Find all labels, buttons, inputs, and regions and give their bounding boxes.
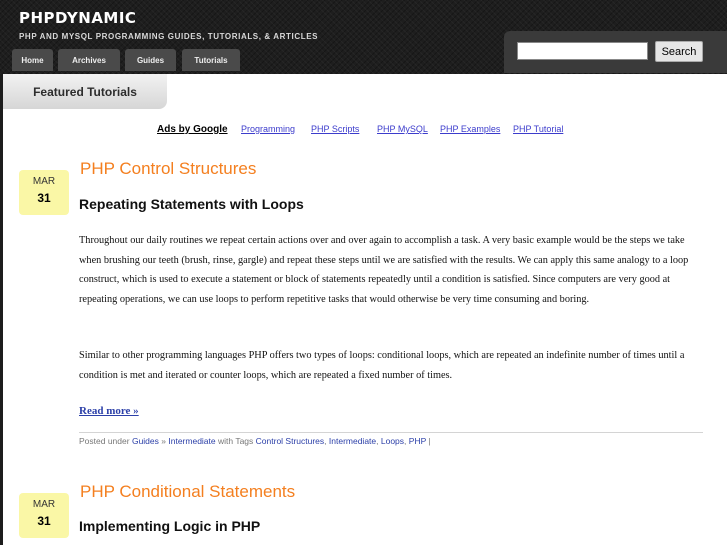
post-subtitle: Repeating Statements with Loops	[79, 196, 304, 212]
ad-link-php-mysql[interactable]: PHP MySQL	[377, 124, 428, 134]
featured-tutorials-tab[interactable]: Featured Tutorials	[3, 74, 167, 109]
ad-link-php-tutorial[interactable]: PHP Tutorial	[513, 124, 564, 134]
nav-item-tutorials[interactable]: Tutorials	[182, 49, 240, 71]
nav-item-guides[interactable]: Guides	[125, 49, 176, 71]
site-tagline: PHP AND MYSQL PROGRAMMING GUIDES, TUTORIALS, & ARTICLES	[19, 32, 319, 41]
meta-end-separator: |	[428, 436, 431, 446]
posted-under-label: Posted under	[79, 436, 130, 446]
site-title[interactable]: PHPDYNAMIC	[19, 9, 137, 27]
category-link-guides[interactable]: Guides	[131, 436, 159, 446]
tag-link-php[interactable]: PHP	[408, 436, 427, 446]
breadcrumb-separator: »	[161, 436, 166, 446]
date-month: MAR	[32, 176, 56, 187]
ad-link-programming[interactable]: Programming	[241, 124, 296, 134]
post-title[interactable]: PHP Control Structures	[80, 159, 257, 178]
tag-link-loops[interactable]: Loops	[380, 436, 405, 446]
date-day: 31	[37, 191, 51, 205]
tag-link-intermediate[interactable]: Intermediate	[328, 436, 377, 446]
ads-row	[0, 124, 727, 138]
date-day: 31	[37, 514, 51, 528]
site-header	[0, 0, 727, 74]
tag-link-control-structures[interactable]: Control Structures	[255, 436, 325, 446]
ad-link-php-scripts[interactable]: PHP Scripts	[311, 124, 360, 134]
post-subtitle: Implementing Logic in PHP	[79, 518, 261, 534]
date-badge	[19, 170, 69, 215]
content-area	[3, 74, 727, 545]
post-divider	[79, 432, 703, 433]
category-link-intermediate[interactable]: Intermediate	[168, 436, 216, 446]
post-title[interactable]: PHP Conditional Statements	[80, 482, 296, 501]
post-paragraph: Similar to other programming languages PHP offers two types of loops: conditional loops, which are repeated an indefinite number of times until a condition is met and iterated or counter loops, which are repeated a fixed number of times.	[79, 350, 685, 381]
read-more-link[interactable]: Read more »	[79, 405, 139, 417]
post-paragraph: Throughout our daily routines we repeat certain actions over and over again to accomplish a task. A very basic example would be the steps we take when brushing our teeth (brush, rinse, gargle) and repeat these steps until we are satisfied with the results. We can apply this same analogy to a loop construct, which is used to execute a statement or block of statements repeatedly until a condition is satisfied. Since computers are very good at repeating operations, we can use loops to perform repetitive tasks that would otherwise be very time consuming and boring.	[79, 235, 689, 305]
ads-by-google-label[interactable]: Ads by Google	[157, 124, 228, 135]
search-input[interactable]	[517, 42, 648, 60]
date-badge	[19, 493, 69, 538]
search-button[interactable]: Search	[655, 41, 703, 62]
ad-link-php-examples[interactable]: PHP Examples	[440, 124, 501, 134]
nav-item-archives[interactable]: Archives	[58, 49, 120, 71]
post-meta: Posted under Guides » Intermediate with Tags Control Structures, Intermediate, Loops, PHP |	[79, 436, 431, 446]
nav-item-home[interactable]: Home	[12, 49, 53, 71]
search-box	[504, 31, 727, 73]
date-month: MAR	[32, 499, 56, 510]
with-tags-label: with Tags	[218, 436, 254, 446]
